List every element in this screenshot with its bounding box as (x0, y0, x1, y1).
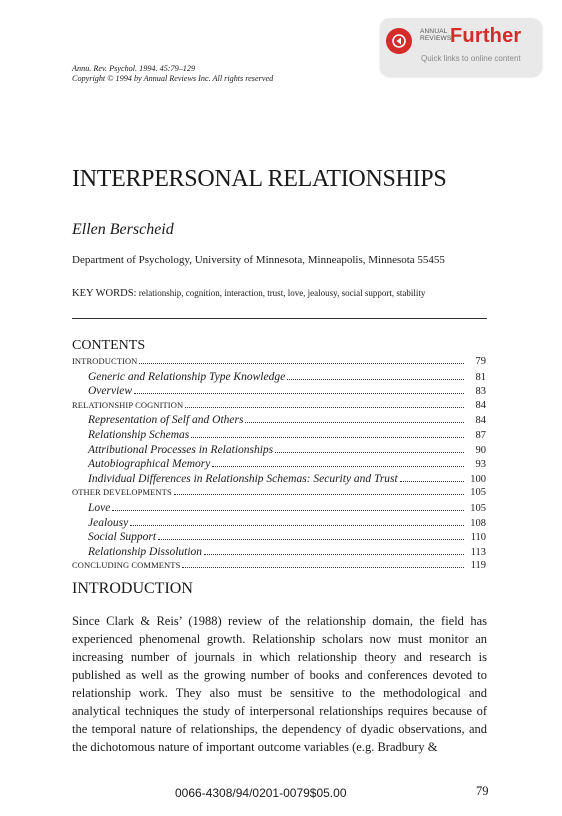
toc-dot-leader (191, 437, 464, 438)
toc-entry-page: 110 (470, 532, 486, 544)
toc-entry-title: Autobiographical Memory (88, 458, 211, 471)
toc-entry-title: CONCLUDING COMMENTS (72, 560, 181, 571)
footer-code: 0066-4308/94/0201-0079$05.00 (175, 786, 347, 800)
toc-entry-page: 100 (470, 473, 486, 485)
toc-entry-title: Attributional Processes in Relationships (88, 443, 274, 456)
toc-entry-page: 81 (475, 371, 486, 383)
toc-entry-title: Individual Differences in Relationship Schemas: Security and Trust (88, 472, 398, 485)
toc-entry-page: 113 (470, 546, 486, 558)
toc-entry-page: 83 (475, 386, 486, 398)
toc-dot-leader (182, 567, 464, 568)
author-affiliation: Department of Psychology, University of Minnesota, Minneapolis, Minnesota 55455 (72, 254, 445, 266)
toc-entry-page: 79 (475, 356, 486, 367)
toc-entry[interactable] (72, 560, 486, 575)
toc-entry[interactable] (72, 517, 486, 532)
toc-entry[interactable] (72, 400, 486, 415)
toc-entry[interactable] (72, 444, 486, 459)
toc-dot-leader (130, 525, 464, 526)
section-heading: INTRODUCTION (72, 580, 193, 597)
toc-dot-leader (139, 363, 464, 364)
section-divider (72, 318, 487, 319)
toc-entry-page: 84 (475, 415, 486, 427)
toc-entry-title: Relationship Schemas (88, 428, 190, 441)
toc-entry-page: 93 (475, 459, 486, 471)
toc-entry-page: 105 (470, 502, 486, 514)
badge-tagline: Quick links to online content (421, 54, 521, 63)
play-triangle-icon (386, 28, 412, 54)
copyright-notice: Copyright © 1994 by Annual Reviews Inc. All rights reserved (72, 74, 274, 83)
toc-entry[interactable] (72, 546, 486, 561)
toc-entry-page: 90 (475, 444, 486, 456)
toc-entry-title: Overview (88, 385, 133, 398)
toc-entry-title: Social Support (88, 531, 157, 544)
toc-dot-leader (158, 539, 464, 540)
badge-publisher: ANNUAL REVIEWS (420, 28, 452, 42)
toc-entry[interactable] (72, 371, 486, 386)
toc-entry-page: 84 (475, 399, 486, 411)
toc-entry[interactable] (72, 502, 486, 517)
toc-entry-page: 105 (470, 487, 486, 499)
toc-dot-leader (275, 452, 464, 453)
toc-entry[interactable] (72, 356, 486, 371)
table-of-contents (72, 356, 486, 575)
toc-entry[interactable] (72, 429, 486, 444)
toc-dot-leader (287, 379, 464, 380)
toc-entry-title: Relationship Dissolution (88, 545, 203, 558)
toc-dot-leader (112, 510, 464, 511)
toc-entry-title: RELATIONSHIP COGNITION (72, 399, 184, 410)
article-title: INTERPERSONAL RELATIONSHIPS (72, 166, 447, 192)
toc-entry-title: OTHER DEVELOPMENTS (72, 487, 172, 498)
toc-dot-leader (400, 481, 464, 482)
body-paragraph: Since Clark & Reis’ (1988) review of the relationship domain, the field has experienced phenomenal growth. Relationship scholars now must monitor an increasing number of journals in which relationship theory and research is published as well as the growing number of books and conferences devoted to relationship work. They also must be sensitive to the methodological and analytical techniques the study of interpersonal relationships requires because of the temporal nature of relationships, the dependency of dyadic observations, and the dichotomous nature of important outcome variables (e.g. Bradbury & (72, 614, 487, 754)
journal-reference: Annu. Rev. Psychol. 1994. 45:79–129 (72, 64, 196, 73)
toc-entry[interactable] (72, 487, 486, 502)
toc-entry[interactable] (72, 531, 486, 546)
toc-entry[interactable] (72, 473, 486, 488)
toc-dot-leader (185, 407, 464, 408)
toc-entry[interactable] (72, 414, 486, 429)
toc-entry-page: 119 (470, 560, 486, 572)
toc-dot-leader (245, 422, 464, 423)
toc-dot-leader (212, 466, 464, 467)
keywords-list: relationship, cognition, interaction, trust, love, jealousy, social support, stability (138, 288, 426, 298)
toc-entry-page: 108 (470, 517, 486, 529)
keywords-line (72, 288, 425, 299)
page-number: 79 (476, 784, 489, 798)
annual-reviews-further-badge[interactable] (380, 18, 542, 76)
toc-entry-title: Love (88, 501, 111, 514)
author-name: Ellen Berscheid (72, 221, 174, 238)
toc-entry-title: Representation of Self and Others (88, 414, 244, 427)
badge-further-label: Further (450, 25, 522, 47)
toc-entry-title: Jealousy (88, 516, 129, 529)
contents-heading: CONTENTS (72, 338, 146, 353)
toc-entry[interactable] (72, 385, 486, 400)
toc-dot-leader (174, 494, 464, 495)
toc-dot-leader (134, 393, 464, 394)
toc-entry[interactable] (72, 458, 486, 473)
toc-entry-title: INTRODUCTION (72, 356, 138, 366)
toc-entry-page: 87 (475, 429, 486, 441)
keywords-label: KEY WORDS: (72, 288, 137, 299)
toc-entry-title: Generic and Relationship Type Knowledge (88, 370, 286, 383)
toc-dot-leader (204, 554, 464, 555)
